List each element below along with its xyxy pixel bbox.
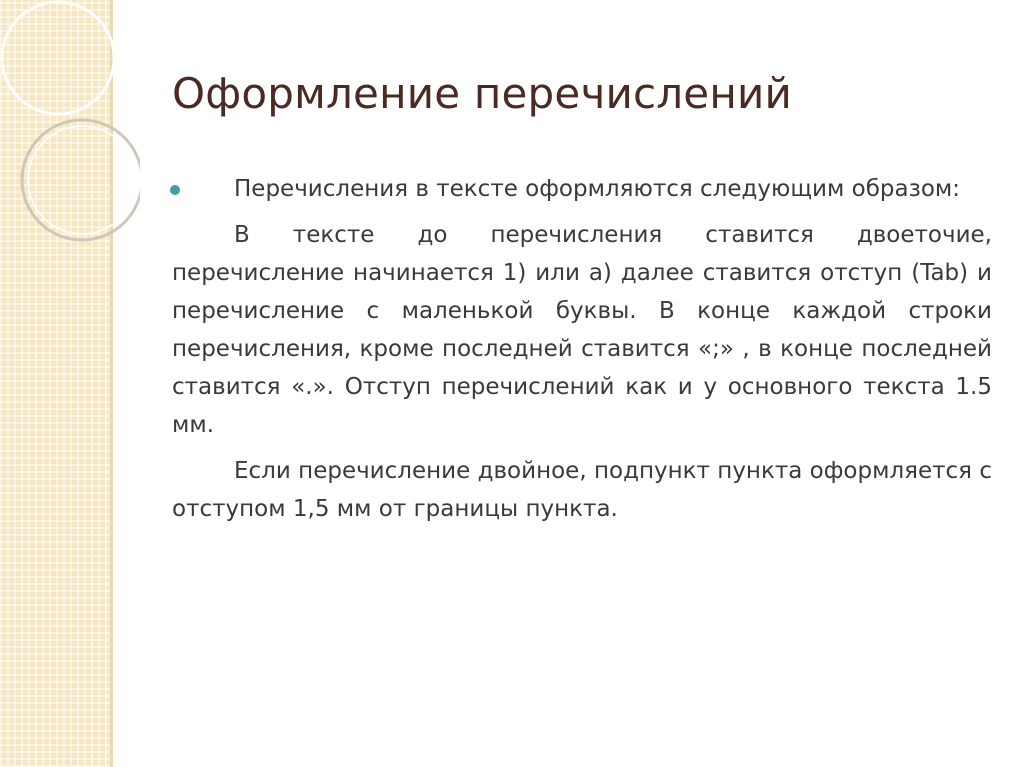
slide-title: Оформление перечислений bbox=[172, 69, 792, 118]
slide-content bbox=[172, 170, 992, 536]
bullet-item bbox=[172, 170, 992, 208]
paragraph-double-enumeration: Если перечисление двойное, подпункт пункта оформляется с отступом 1,5 мм от границы пункта. bbox=[172, 458, 992, 522]
bullet-dot-icon bbox=[170, 185, 180, 195]
bullet-text: Перечисления в тексте оформляются следующим образом: bbox=[234, 176, 961, 202]
paragraph-enumeration-rules: В тексте до перечисления ставится двоеточие, перечисление начинается 1) или а) далее ставится отступ (Tab) и перечисление с маленькой буквы. В конце каждой строки перечисления, кроме последней ставится «;» , в конце последней ставится «.». Отступ перечислений как и у основного текста 1.5 мм. bbox=[172, 222, 992, 438]
decorative-rings-icon bbox=[0, 0, 140, 260]
